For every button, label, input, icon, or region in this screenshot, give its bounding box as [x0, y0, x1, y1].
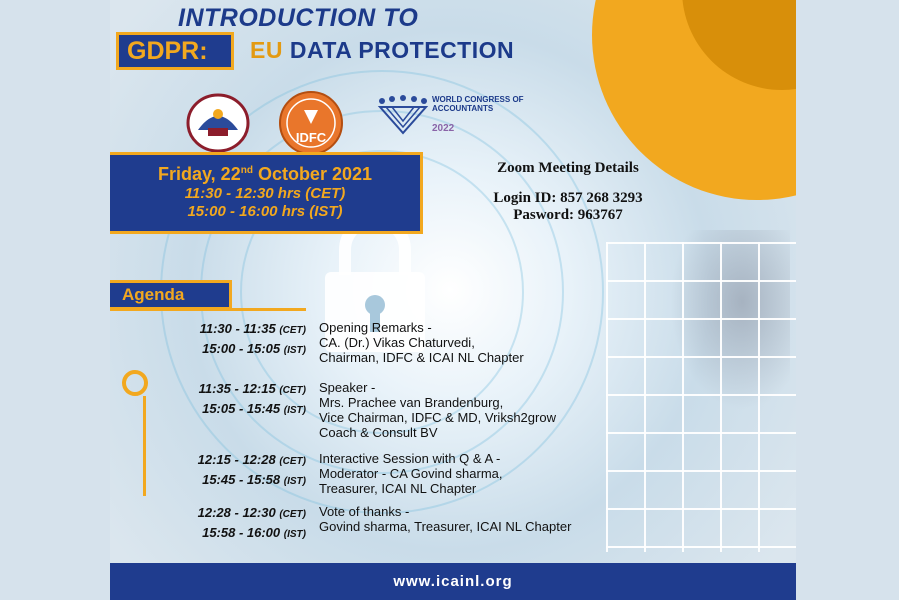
agenda-divider [110, 308, 306, 311]
agenda-zone-cet: (CET) [279, 385, 306, 396]
idfc-logo-text: IDFC [295, 130, 327, 145]
agenda-description [319, 451, 619, 496]
agenda-desc-line: Govind sharma, Treasurer, ICAI NL Chapter [319, 519, 572, 534]
event-date-day: Friday, 22 [158, 164, 241, 184]
agenda-time-ist: 15:05 - 15:45 [202, 401, 281, 416]
agenda-zone-cet: (CET) [279, 325, 306, 336]
idfc-logo [278, 90, 344, 156]
agenda-description [319, 320, 619, 365]
agenda-time-cet: 12:28 - 12:30 [197, 505, 276, 520]
title-rest: DATA PROTECTION [289, 37, 515, 63]
agenda-desc-line: Mrs. Prachee van Brandenburg, [319, 395, 504, 410]
agenda-desc-line: Opening Remarks - [319, 320, 432, 335]
event-poster [110, 0, 796, 600]
agenda-description [319, 380, 619, 440]
agenda-desc-line: Speaker - [319, 380, 376, 395]
date-box [110, 152, 423, 234]
agenda-time-ist: 15:58 - 16:00 [202, 525, 281, 540]
zoom-password: Pasword: 963767 [513, 207, 623, 223]
website-link[interactable]: www.icainl.org [110, 563, 796, 600]
agenda-desc-line: Chairman, IDFC & ICAI NL Chapter [319, 350, 524, 365]
timeline-line [143, 396, 146, 496]
grid-decoration [606, 242, 796, 552]
agenda-desc-line: Vote of thanks - [319, 504, 410, 519]
title-line-1: INTRODUCTION TO [178, 4, 419, 32]
agenda-description [319, 504, 619, 534]
agenda-desc-line: Treasurer, ICAI NL Chapter [319, 481, 477, 496]
agenda-zone-ist: (IST) [283, 529, 306, 540]
agenda-time-ist: 15:45 - 15:58 [202, 472, 281, 487]
title-line-2 [250, 37, 514, 64]
agenda-zone-cet: (CET) [279, 456, 306, 467]
agenda-zone-ist: (IST) [283, 476, 306, 487]
event-date-month: October 2021 [252, 164, 372, 184]
agenda-heading: Agenda [110, 280, 232, 310]
event-date [110, 164, 420, 185]
agenda-zone-ist: (IST) [283, 345, 306, 356]
agenda-desc-line: Moderator - CA Govind sharma, [319, 466, 503, 481]
agenda-desc-line: Coach & Consult BV [319, 425, 438, 440]
gdpr-badge: GDPR: [116, 32, 234, 70]
agenda-times [166, 451, 306, 491]
event-time-ist: 15:00 - 16:00 hrs (IST) [187, 203, 343, 220]
event-time-cet: 11:30 - 12:30 hrs (CET) [184, 185, 346, 202]
agenda-time-cet: 11:30 - 11:35 [199, 321, 276, 336]
zoom-title: Zoom Meeting Details [497, 160, 639, 176]
title-accent: EU [250, 37, 283, 63]
agenda-desc-line: Interactive Session with Q & A - [319, 451, 501, 466]
idfc-logo-icon [278, 90, 344, 156]
agenda-zone-ist: (IST) [283, 405, 306, 416]
wca-emblem-icon [376, 95, 430, 135]
agenda-time-cet: 12:15 - 12:28 [197, 452, 276, 467]
wca-logo-year: 2022 [432, 123, 455, 134]
agenda-zone-cet: (CET) [279, 509, 306, 520]
agenda-desc-line: Vice Chairman, IDFC & MD, Vriksh2grow [319, 410, 556, 425]
agenda-time-ist: 15:00 - 15:05 [202, 341, 281, 356]
agenda-desc-line: CA. (Dr.) Vikas Chaturvedi, [319, 335, 475, 350]
zoom-login-id: Login ID: 857 268 3293 [493, 190, 643, 206]
zoom-details [473, 160, 663, 224]
agenda-times [166, 380, 306, 420]
agenda-times [166, 504, 306, 544]
wca-logo [376, 95, 536, 137]
event-date-suffix: nd [240, 165, 253, 176]
agenda-times [166, 320, 306, 360]
agenda-time-cet: 11:35 - 12:15 [198, 381, 276, 396]
timeline-circle [122, 370, 148, 396]
wca-logo-text: WORLD CONGRESS OF ACCOUNTANTS [432, 95, 524, 113]
icai-logo-icon [184, 92, 252, 154]
